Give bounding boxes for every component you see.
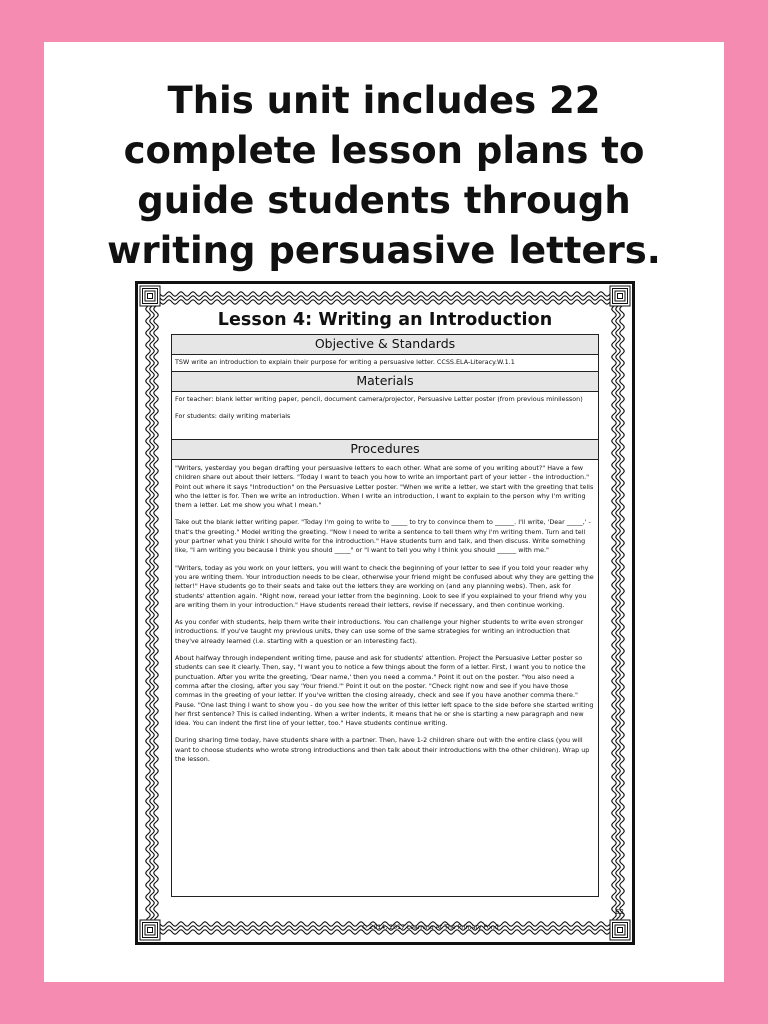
worksheet-page <box>135 281 635 945</box>
procedures-section <box>171 460 599 897</box>
procedure-paragraph: Take out the blank letter writing paper. "Today I'm going to write to _____ to try to convince them to ______. I'll write, 'Dear _____,' - that's the greeting." Model writing the greeting. "Now I need to write a sentence to tell them why I'm writing them. Turn and tell your partner what you think I should write for the introduction." Have students turn and talk, and then discuss. Write something like, "I am writing you because I think you should _____" or "I want to tell you why I think you should ______ with me." <box>175 518 591 555</box>
worksheet-content <box>171 306 599 897</box>
materials-students: For students: daily writing materials <box>175 412 291 421</box>
procedure-paragraph: During sharing time today, have students share with a partner. Then, have 1-2 children share out with the entire class (you will want to choose students who wrote strong introductions and then talk about their introductions with the other children). Wrap up the lesson. <box>175 736 590 764</box>
materials-teacher: For teacher: blank letter writing paper, pencil, document camera/projector, Persuasive Letter poster (from previous minilesson) <box>175 395 583 403</box>
objective-text: TSW write an introduction to explain their purpose for writing a persuasive letter. CCSS.ELA-Literacy.W.1.1 <box>175 358 515 366</box>
procedure-paragraph: "Writers, today as you work on your letters, you will want to check the beginning of your letter to see if you told your reader why you are writing them. Your introduction needs to be clear, otherwise your friend might be confused about why they are getting the letter!" Have students go to their seats and take out the letters they are working on (and any planning webs). Then, ask for students' attention again. "Right now, reread your letter from the beginning. Look to see if you explained to your friend why you are writing them in your introduction." Have students reread their letters, revise if necessary, and then continue working. <box>175 563 594 609</box>
procedure-paragraph: About halfway through independent writing time, pause and ask for students' attention. Project the Persuasive Letter poster so students can see it clearly. Then, say, "I want you to notice a few things about the form of a letter. First, I want you to notice the punctuation. After you write the greeting, 'Dear name,' then you need a comma." Point it out on the poster. "You also need a comma after the closing, after you say 'Your friend.'" Point it out on the poster. "Check right now and see if you have those commas in the greeting of your letter. If you've written the closing already, check and see if you have another comma there." Pause. "One last thing I want to show you - do you see how the writer of this letter left space to the side before she started writing her first sentence? This is called indenting. When a writer indents, it means that he or she is starting a new paragraph and new idea. You can indent the first line of your letter, too." Have students continue writing. <box>175 654 594 728</box>
objective-header: Objective & Standards <box>171 334 599 355</box>
copyright-notice: © 2014, 2017 Learning At The Primary Pond <box>361 924 499 931</box>
white-panel <box>44 42 724 982</box>
headline: This unit includes 22 complete lesson plans to guide students through writing persuasive letters. <box>107 79 661 272</box>
procedure-paragraph: "Writers, yesterday you began drafting your persuasive letters to each other. What are some of you writing about?" Have a few children share out about their letters. "Today I want to teach you how to write an important part of your letter - the introduction." Point out where it says "Introduction" on the Persuasive Letter poster. "When we write a letter, we start with the greeting that tells who the letter is for. Then we write an introduction. When I write an introduction, I want to explain to the person why I'm writing them a letter. Let me show you what I mean." <box>175 464 594 510</box>
lesson-title: Lesson 4: Writing an Introduction <box>217 310 553 330</box>
procedures-header: Procedures <box>171 439 599 460</box>
page-number: 62 <box>615 908 624 916</box>
objective-section <box>171 355 599 371</box>
procedure-paragraph: As you confer with students, help them write their introductions. You can challenge your higher students to write even stronger introductions. If you've taught my previous units, they can use some of the same strategies for writing an introduction that they've already learned (i.e. starting with a question or an interesting fact). <box>175 618 584 645</box>
materials-section <box>171 392 599 439</box>
materials-header: Materials <box>171 371 599 392</box>
